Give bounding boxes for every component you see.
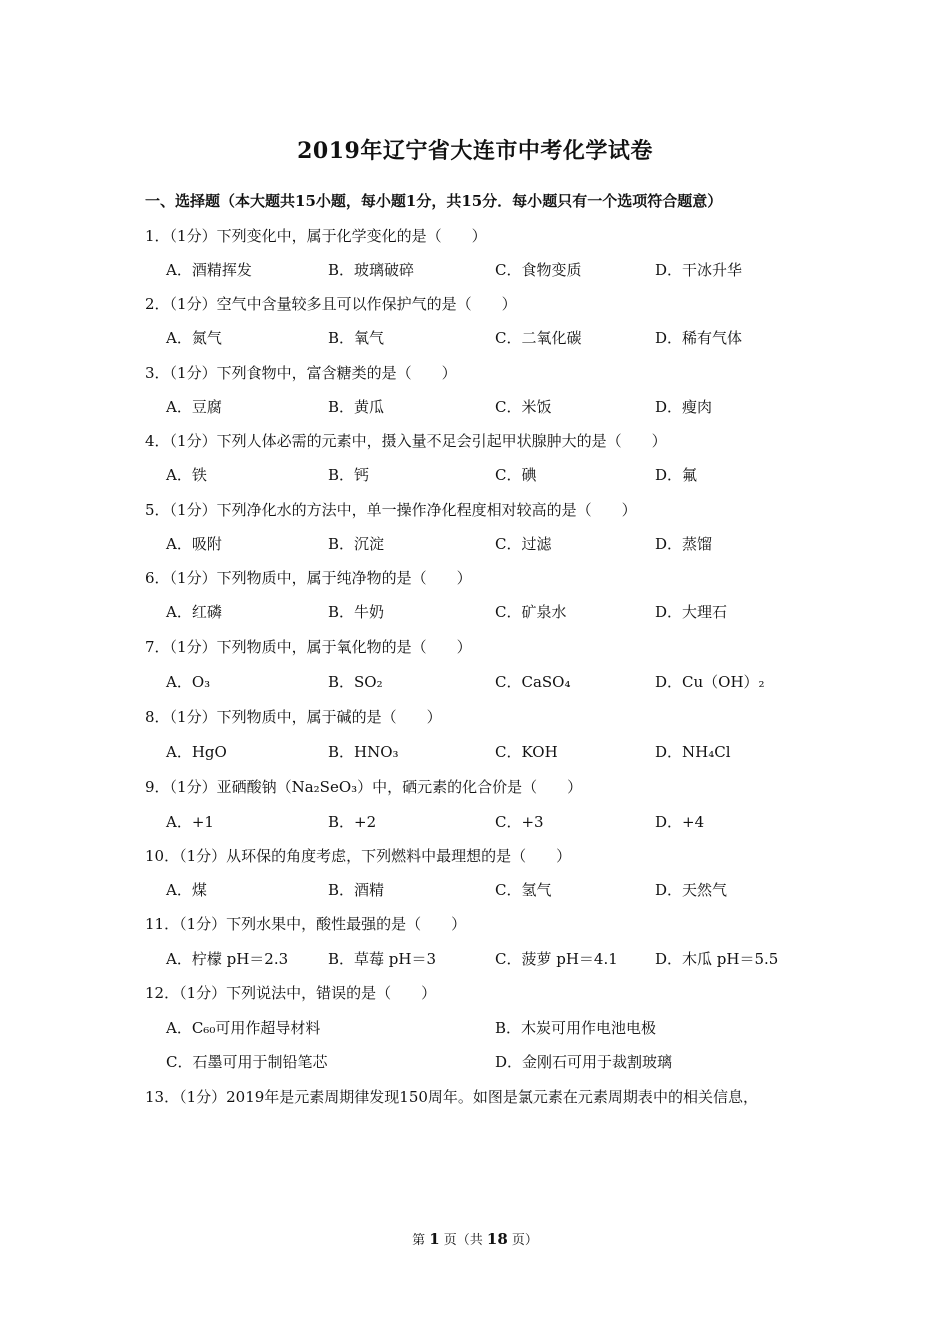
question-stem: 10．（1分）从环保的角度考虑，下列燃料中最理想的是（ ）: [145, 847, 572, 865]
option-c: C．过滤: [495, 535, 552, 553]
option-row: [166, 1051, 866, 1075]
option-d: D．Cu（OH）₂: [655, 673, 765, 691]
option-c: C．石墨可用于制铅笔芯: [166, 1053, 328, 1071]
question-stem: 12．（1分）下列说法中，错误的是（ ）: [145, 984, 437, 1002]
option-a: A．+1: [166, 813, 214, 831]
option-c: C．CaSO₄: [495, 673, 571, 691]
option-b: B．黄瓜: [328, 398, 385, 416]
option-row: [166, 601, 866, 625]
option-b: B．玻璃破碎: [328, 261, 415, 279]
option-b: B．HNO₃: [328, 743, 399, 761]
option-c: C．矿泉水: [495, 603, 567, 621]
option-a: A．HgO: [166, 743, 227, 761]
question-stem: 3．（1分）下列食物中，富含糖类的是（ ）: [145, 364, 457, 382]
option-row: [166, 879, 866, 903]
question-stem: 8．（1分）下列物质中，属于碱的是（ ）: [145, 708, 442, 726]
option-row: [166, 464, 866, 488]
page-title: 2019年辽宁省大连市中考化学试卷: [297, 138, 653, 164]
option-d: D．金刚石可用于裁割玻璃: [495, 1053, 673, 1071]
option-d: D．瘦肉: [655, 398, 713, 416]
option-row: [166, 671, 866, 695]
question-stem: 7．（1分）下列物质中，属于氧化物的是（ ）: [145, 638, 472, 656]
footer-middle: 页（共: [439, 1233, 487, 1248]
option-a: A．C₆₀可用作超导材料: [166, 1019, 321, 1037]
option-c: C．碘: [495, 466, 537, 484]
page-total: 18: [486, 1230, 508, 1248]
option-c: C．菠萝 pH＝4.1: [495, 950, 618, 968]
option-b: B．钙: [328, 466, 370, 484]
option-a: A．吸附: [166, 535, 222, 553]
question-stem: 11．（1分）下列水果中，酸性最强的是（ ）: [145, 915, 467, 933]
option-a: A．铁: [166, 466, 207, 484]
option-row: [166, 741, 866, 765]
question-stem: 2．（1分）空气中含量较多且可以作保护气的是（ ）: [145, 295, 517, 313]
option-b: B．SO₂: [328, 673, 383, 691]
question-stem: 4．（1分）下列人体必需的元素中，摄入量不足会引起甲状腺肿大的是（ ）: [145, 432, 667, 450]
option-c: C．二氧化碳: [495, 329, 582, 347]
option-d: D．大理石: [655, 603, 728, 621]
option-d: D．稀有气体: [655, 329, 743, 347]
option-d: D．NH₄Cl: [655, 743, 731, 761]
option-a: A．红磷: [166, 603, 222, 621]
option-a: A．酒精挥发: [166, 261, 252, 279]
option-b: B．牛奶: [328, 603, 385, 621]
option-a: A．O₃: [166, 673, 211, 691]
option-row: [166, 948, 866, 972]
option-a: A．豆腐: [166, 398, 222, 416]
question-stem: 1．（1分）下列变化中，属于化学变化的是（ ）: [145, 227, 487, 245]
footer-suffix: 页）: [507, 1233, 538, 1248]
option-row: [166, 396, 866, 420]
option-c: C．食物变质: [495, 261, 582, 279]
option-d: D．木瓜 pH＝5.5: [655, 950, 779, 968]
option-a: A．柠檬 pH＝2.3: [166, 950, 289, 968]
option-a: A．煤: [166, 881, 207, 899]
option-b: B．+2: [328, 813, 377, 831]
page-number: 1: [429, 1230, 440, 1248]
option-d: D．干冰升华: [655, 261, 743, 279]
question-stem: 9．（1分）亚硒酸钠（Na₂SeO₃）中，硒元素的化合价是（ ）: [145, 778, 583, 796]
question-stem: 6．（1分）下列物质中，属于纯净物的是（ ）: [145, 569, 472, 587]
option-c: C．米饭: [495, 398, 552, 416]
page-footer: [0, 1229, 950, 1248]
option-d: D．天然气: [655, 881, 728, 899]
option-d: D．氟: [655, 466, 698, 484]
option-b: B．酒精: [328, 881, 385, 899]
footer-prefix: 第: [412, 1233, 430, 1248]
option-b: B．沉淀: [328, 535, 385, 553]
question-stem: 13．（1分）2019年是元素周期律发现150周年。如图是氯元素在元素周期表中的相关信息，: [145, 1088, 758, 1106]
option-row: [166, 533, 866, 557]
question-stem: 5．（1分）下列净化水的方法中，单一操作净化程度相对较高的是（ ）: [145, 501, 637, 519]
option-b: B．木炭可用作电池电极: [495, 1019, 657, 1037]
option-row: [166, 811, 866, 835]
option-d: D．+4: [655, 813, 705, 831]
option-row: [166, 327, 866, 351]
option-c: C．氢气: [495, 881, 552, 899]
option-row: [166, 259, 866, 283]
option-b: B．草莓 pH＝3: [328, 950, 437, 968]
option-row: [166, 1017, 866, 1041]
option-a: A．氮气: [166, 329, 222, 347]
option-c: C．+3: [495, 813, 544, 831]
option-c: C．KOH: [495, 743, 558, 761]
option-b: B．氧气: [328, 329, 385, 347]
section-heading: 一、选择题（本大题共15小题，每小题1分，共15分．每小题只有一个选项符合题意）: [145, 192, 723, 210]
option-d: D．蒸馏: [655, 535, 713, 553]
